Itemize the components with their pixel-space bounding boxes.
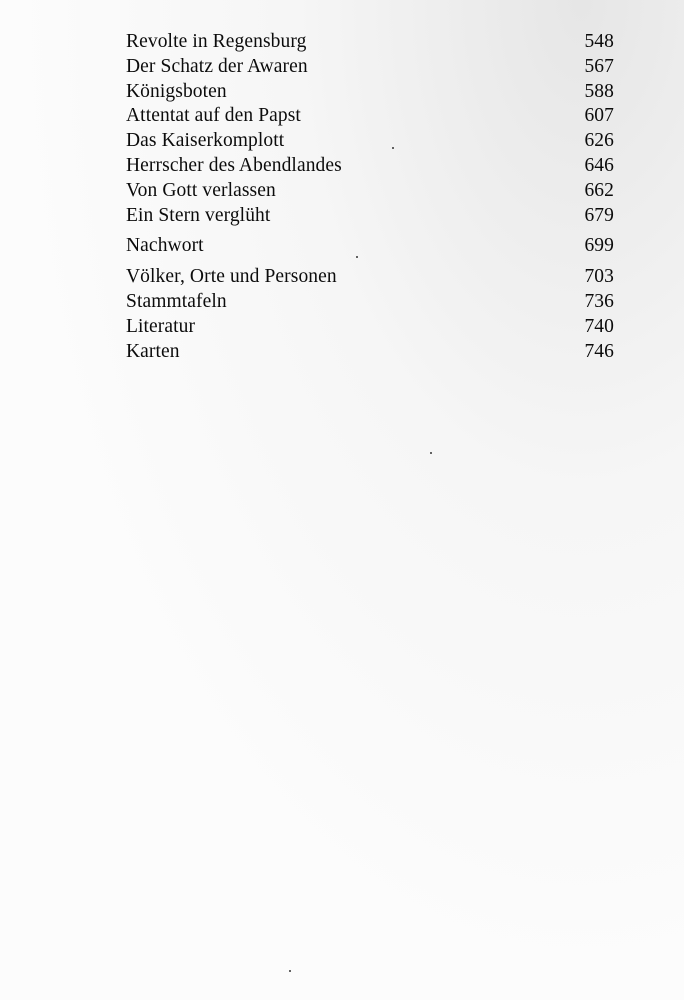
toc-entry-page: 746 <box>584 340 614 362</box>
toc-entry-page: 607 <box>584 105 614 127</box>
toc-entry-page: 567 <box>584 55 614 77</box>
toc-entry <box>126 104 614 129</box>
toc-group-chapters <box>126 30 614 228</box>
toc-group-appendix <box>126 265 614 364</box>
toc-entry-page: 646 <box>584 154 614 176</box>
toc-entry <box>126 265 614 290</box>
toc-entry-page: 662 <box>584 179 614 201</box>
toc-entry-title: Das Kaiserkomplott <box>126 130 285 152</box>
toc-group-afterword <box>126 234 614 259</box>
toc-entry-page: 679 <box>584 204 614 226</box>
toc-entry <box>126 129 614 154</box>
toc-entry-page: 626 <box>584 130 614 152</box>
toc-entry-title: Herrscher des Abendlandes <box>126 154 342 176</box>
toc-entry-title: Stammtafeln <box>126 290 227 312</box>
toc-entry <box>126 340 614 365</box>
toc-entry-title: Ein Stern verglüht <box>126 204 271 226</box>
toc-entry-page: 703 <box>584 266 614 288</box>
toc-entry-title: Revolte in Regensburg <box>126 31 307 52</box>
paper-speck <box>430 452 432 454</box>
toc-entry-page: 588 <box>584 80 614 102</box>
toc-entry-page: 740 <box>584 315 614 337</box>
toc-entry <box>126 55 614 80</box>
toc-entry <box>126 80 614 105</box>
toc-entry <box>126 30 614 55</box>
toc-entry-page: 699 <box>584 235 614 257</box>
toc-entry <box>126 234 614 259</box>
toc-entry-title: Der Schatz der Awaren <box>126 55 308 77</box>
toc-entry <box>126 315 614 340</box>
toc-entry-title: Attentat auf den Papst <box>126 105 301 127</box>
toc-entry-title: Von Gott verlassen <box>126 179 276 201</box>
toc-entry-page: 548 <box>584 31 614 52</box>
paper-speck <box>356 256 358 258</box>
toc-entry-title: Nachwort <box>126 235 204 257</box>
toc-entry <box>126 154 614 179</box>
toc-entry <box>126 290 614 315</box>
toc-entry-title: Völker, Orte und Personen <box>126 266 337 288</box>
toc-entry-page: 736 <box>584 290 614 312</box>
table-of-contents <box>126 30 614 364</box>
toc-entry-title: Karten <box>126 340 180 362</box>
toc-entry-title: Königsboten <box>126 80 227 102</box>
paper-speck <box>392 147 394 149</box>
toc-entry <box>126 179 614 204</box>
toc-entry <box>126 204 614 229</box>
paper-speck <box>289 970 291 972</box>
toc-entry-title: Literatur <box>126 315 196 337</box>
